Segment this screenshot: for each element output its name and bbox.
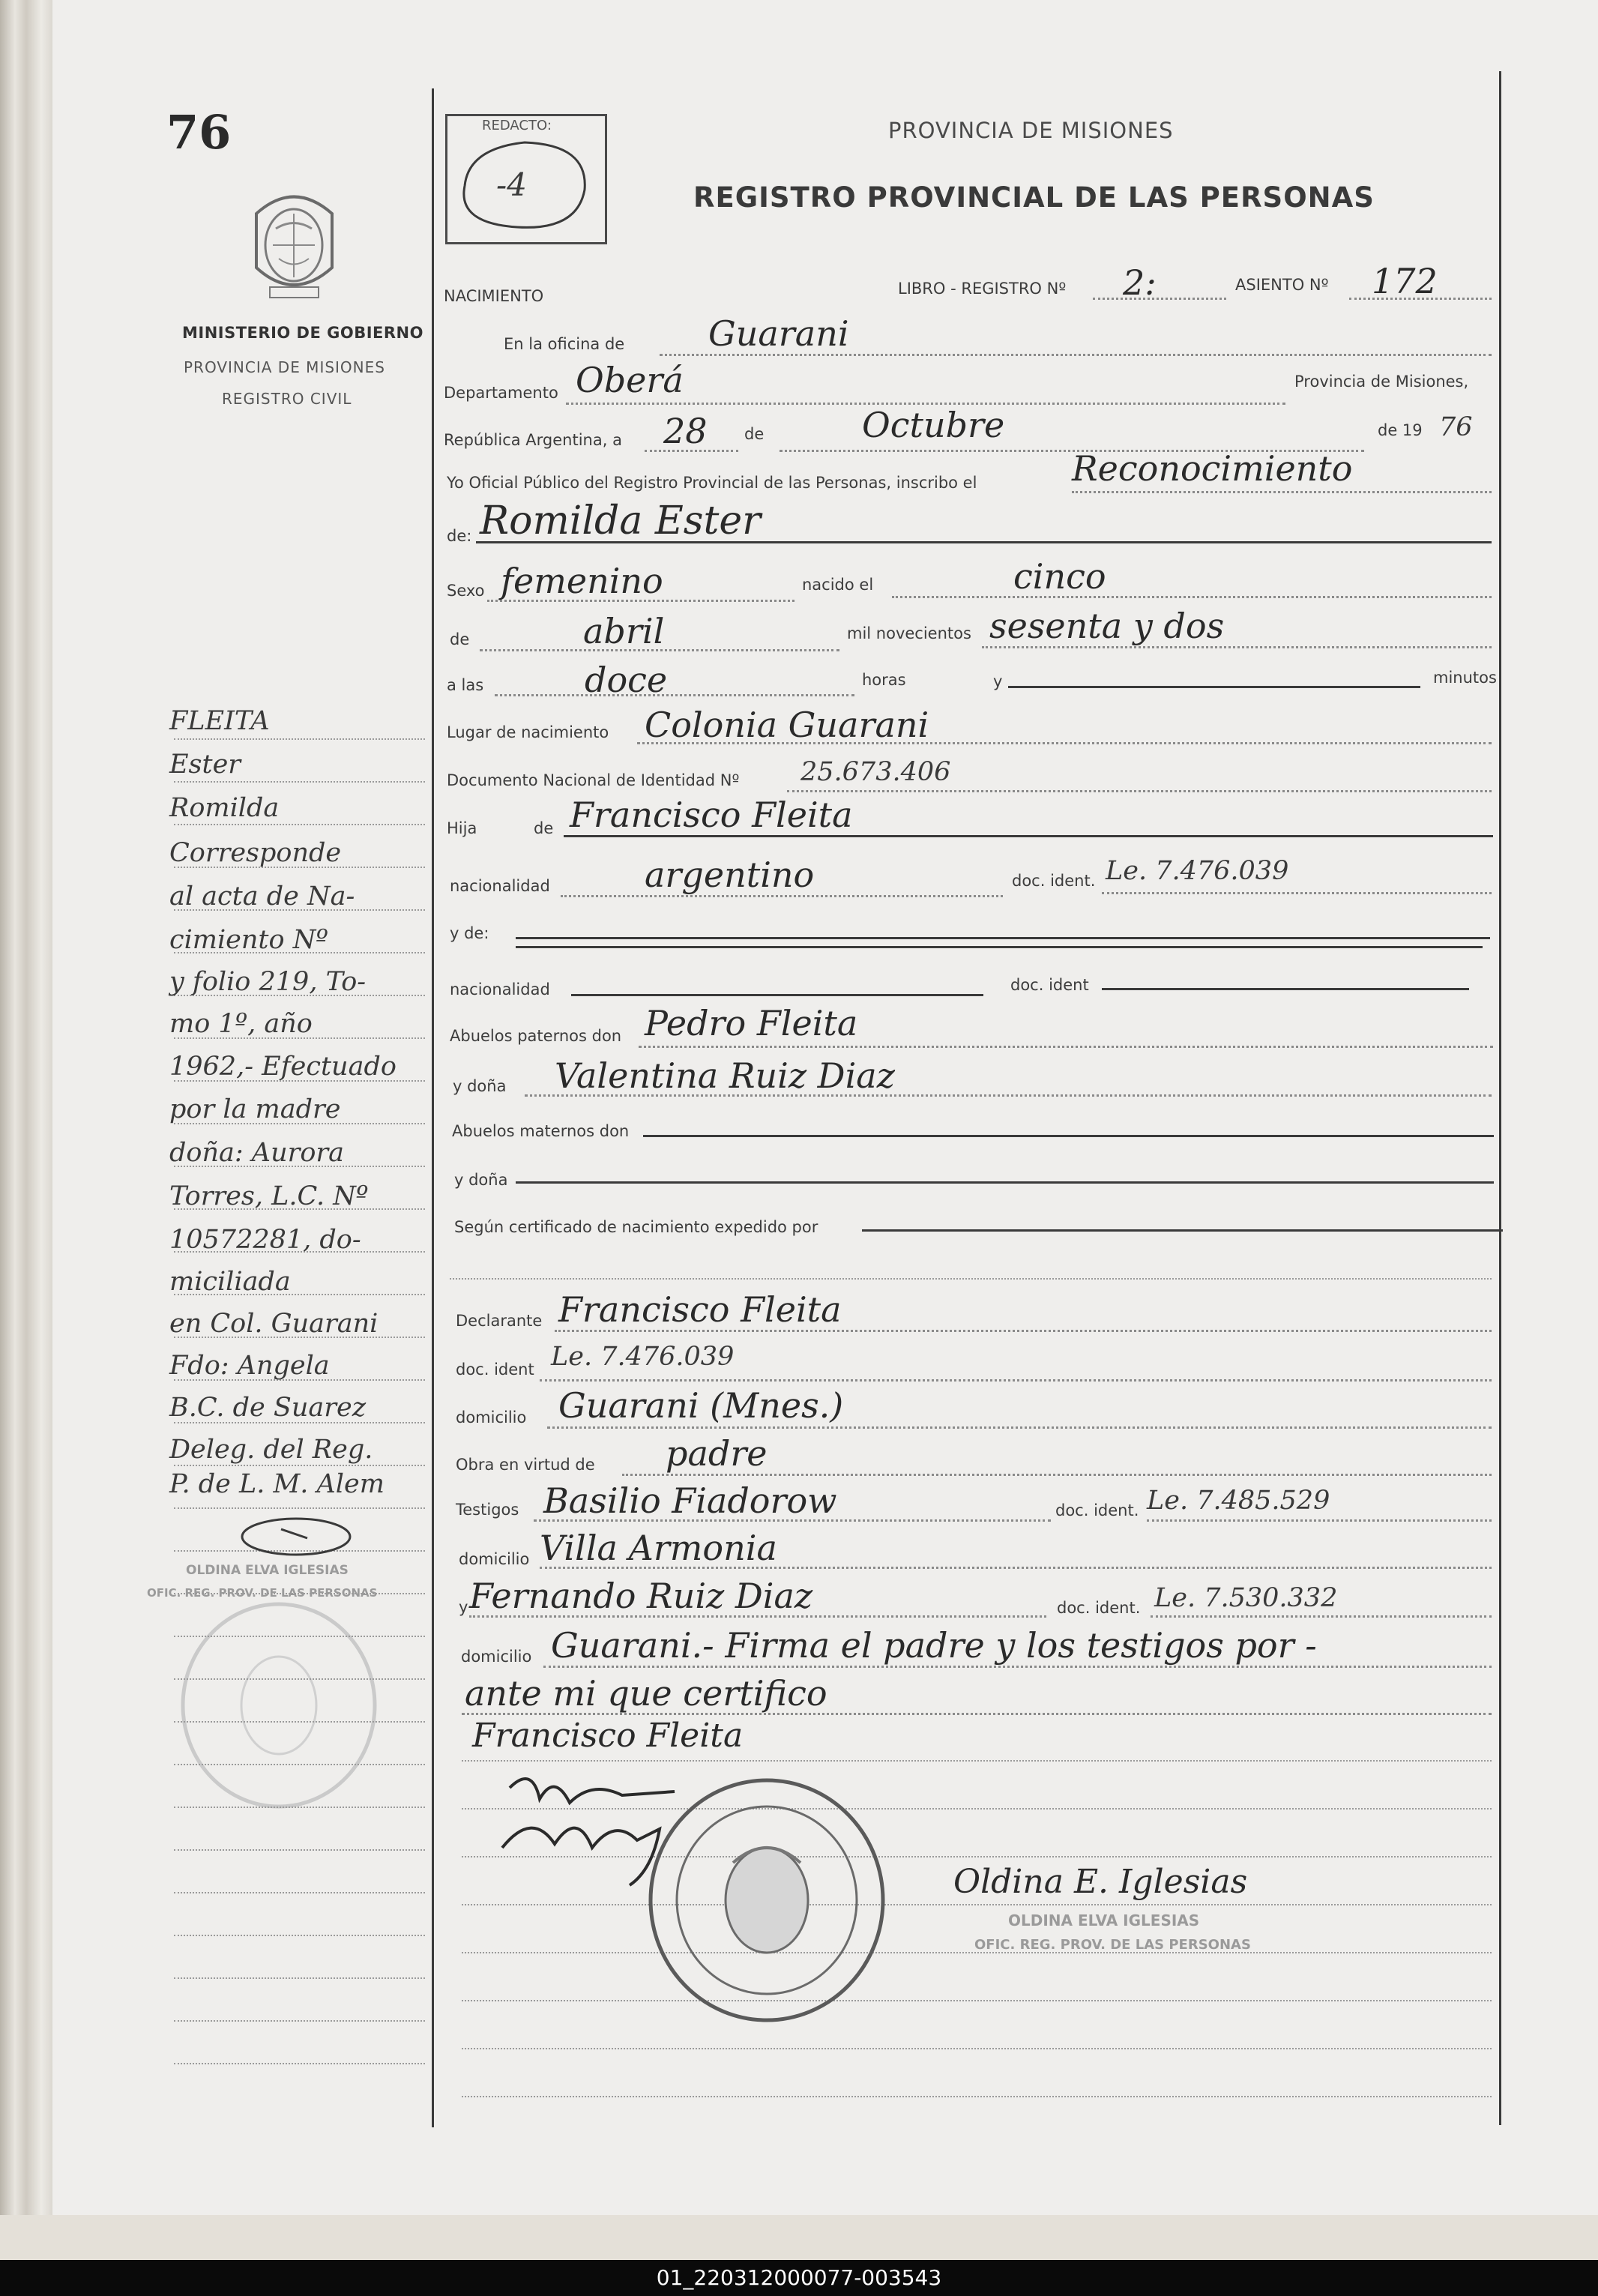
margin-ruled-line xyxy=(174,1465,425,1466)
abuela-materna-line xyxy=(516,1181,1494,1184)
witness-signatures xyxy=(487,1758,742,1893)
name-prefix: de: xyxy=(447,527,472,545)
province-header: PROVINCIA DE MISIONES xyxy=(888,118,1174,143)
margin-divider xyxy=(432,88,434,2127)
abuelo-paterno-value: Pedro Fleita xyxy=(645,1003,858,1043)
obra-dots xyxy=(622,1474,1492,1476)
margin-ruled-line xyxy=(174,781,425,783)
domicilio-label-3: domicilio xyxy=(461,1648,532,1666)
dni-label: Documento Nacional de Identidad Nº xyxy=(447,771,740,789)
abuela-paterna-value: Valentina Ruiz Diaz xyxy=(555,1055,895,1096)
declarante-doc-dots xyxy=(540,1379,1492,1381)
margin-signature xyxy=(236,1508,356,1561)
margin-note-line: FLEITA xyxy=(169,706,270,736)
birth-month-value: abril xyxy=(583,611,665,651)
declarante-label: Declarante xyxy=(456,1312,543,1330)
horas-label: horas xyxy=(862,671,906,689)
nacionalidad-label-1: nacionalidad xyxy=(450,877,550,895)
month-value: Octubre xyxy=(862,405,1005,445)
margin-note-line: Deleg. del Reg. xyxy=(169,1435,373,1465)
nacido-day-value: cinco xyxy=(1013,556,1106,597)
asiento-value: 172 xyxy=(1372,261,1438,301)
testigo-2-doc-dots xyxy=(1151,1615,1492,1618)
nacionalidad-label-2: nacionalidad xyxy=(450,980,550,998)
nacido-dots xyxy=(892,596,1492,598)
margin-stamp-name: OLDINA ELVA IGLESIAS xyxy=(186,1563,349,1578)
abuelos-paternos-label: Abuelos paternos don xyxy=(450,1027,622,1045)
dni-dots xyxy=(787,790,1492,792)
domicilio-dots-1 xyxy=(547,1426,1492,1429)
record-type: NACIMIENTO xyxy=(444,287,544,305)
hora-value: doce xyxy=(585,660,668,700)
margin-note-line: doña: Aurora xyxy=(169,1138,345,1168)
y-de-label: y de: xyxy=(450,924,489,942)
mil-novecientos-label: mil novecientos xyxy=(847,624,971,642)
declarante-value: Francisco Fleita xyxy=(558,1289,842,1330)
margin-ruled-line xyxy=(174,2020,425,2022)
declarante-doc-label: doc. ident xyxy=(456,1361,534,1378)
minutos-label: minutos xyxy=(1433,669,1497,687)
registry-title: REGISTRO PROVINCIAL DE LAS PERSONAS xyxy=(693,181,1375,214)
official-stamp-title: OFIC. REG. PROV. DE LAS PERSONAS xyxy=(974,1937,1251,1953)
domicilio-value-3: Guarani.- Firma el padre y los testigos por - xyxy=(551,1625,1317,1666)
y-dona-label-2: y doña xyxy=(454,1171,508,1189)
domicilio-value-1: Guarani (Mnes.) xyxy=(558,1385,844,1426)
year-value: 76 xyxy=(1439,412,1473,442)
birth-year-dots xyxy=(982,646,1492,648)
hora-dots xyxy=(495,694,854,696)
mother-doc-line xyxy=(1102,988,1469,990)
domicilio-label-2: domicilio xyxy=(459,1550,530,1568)
declarante-dots xyxy=(555,1330,1492,1332)
de-label-1: de xyxy=(744,425,765,443)
margin-note-line: y folio 219, To- xyxy=(169,967,367,997)
alas-label: a las xyxy=(447,676,484,694)
year-prefix: de 19 xyxy=(1378,421,1423,439)
nacido-label: nacido el xyxy=(802,576,874,594)
coat-of-arms-icon xyxy=(240,184,349,304)
margin-note-line: por la madre xyxy=(169,1094,341,1124)
doc-ident-label-1: doc. ident. xyxy=(1012,872,1096,890)
margin-note-line: Ester xyxy=(169,750,241,780)
margin-ruled-line xyxy=(174,1935,425,1936)
de-label-2: de xyxy=(450,630,470,648)
father-doc-value: Le. 7.476.039 xyxy=(1106,856,1289,886)
margin-note-line: Torres, L.C. Nº xyxy=(169,1181,369,1211)
hijo-de-label: de xyxy=(534,819,554,837)
oficina-label: En la oficina de xyxy=(504,335,625,353)
abuelos-maternos-label: Abuelos maternos don xyxy=(452,1122,630,1140)
margin-note-line: miciliada xyxy=(169,1267,291,1297)
margin-ruled-line xyxy=(174,824,425,825)
libro-label: LIBRO - REGISTRO Nº xyxy=(898,280,1067,298)
domicilio-value-2: Villa Armonia xyxy=(540,1528,777,1568)
mother-line-1 xyxy=(516,937,1490,939)
certificado-label: Según certificado de nacimiento expedido por xyxy=(454,1218,818,1236)
y-label-2: y xyxy=(459,1598,468,1616)
ruled-line xyxy=(462,2096,1492,2097)
name-value: Romilda Ester xyxy=(480,498,762,543)
testigo-1-doc-value: Le. 7.485.529 xyxy=(1147,1486,1330,1516)
testigos-label: Testigos xyxy=(456,1501,519,1519)
ministry-province: PROVINCIA DE MISIONES xyxy=(184,358,385,376)
domicilio-label-1: domicilio xyxy=(456,1408,527,1426)
margin-ruled-line xyxy=(174,1721,425,1723)
hijo-label: Hija xyxy=(447,819,477,837)
doc-ident-label-2: doc. ident xyxy=(1010,976,1089,994)
image-caption: 01_220312000077-003543 xyxy=(656,2265,942,2290)
lugar-value: Colonia Guarani xyxy=(645,705,929,745)
y-label-1: y xyxy=(993,672,1003,690)
redacto-value: -4 xyxy=(496,166,527,203)
margin-ruled-line xyxy=(174,1678,425,1680)
father-doc-dots xyxy=(1102,892,1492,894)
sexo-label: Sexo xyxy=(447,582,485,600)
margin-ruled-line xyxy=(174,1892,425,1893)
oficina-dots xyxy=(660,354,1492,356)
birth-year-value: sesenta y dos xyxy=(989,606,1225,646)
margin-note-line: Fdo: Angela xyxy=(169,1351,330,1381)
margin-note-line: cimiento Nº xyxy=(169,925,328,955)
ruled-line xyxy=(462,2000,1492,2001)
libro-value: 2: xyxy=(1123,262,1157,303)
margin-ruled-line xyxy=(174,1764,425,1765)
margin-note-line: en Col. Guarani xyxy=(169,1309,379,1339)
right-border xyxy=(1499,71,1501,2125)
mother-nacionalidad-line xyxy=(571,994,983,996)
redacto-label: REDACTO: xyxy=(482,118,552,133)
margin-note-line: mo 1º, año xyxy=(169,1009,313,1039)
father-nacionalidad-value: argentino xyxy=(645,855,815,895)
closing-line: ante mi que certifico xyxy=(465,1673,827,1714)
lugar-label: Lugar de nacimiento xyxy=(447,723,609,741)
ruled-line xyxy=(462,2048,1492,2049)
departamento-label: Departamento xyxy=(444,384,558,402)
abuelo-materno-line xyxy=(643,1135,1494,1137)
margin-ruled-line xyxy=(174,2063,425,2064)
obra-value: padre xyxy=(666,1433,768,1474)
faded-seal-icon xyxy=(176,1597,382,1814)
margin-ruled-line xyxy=(174,1807,425,1808)
margin-note-line: 1962,- Efectuado xyxy=(169,1052,397,1082)
margin-note-line: al acta de Na- xyxy=(169,882,355,912)
departamento-value: Oberá xyxy=(576,360,684,400)
mother-line-2 xyxy=(516,946,1483,948)
y-dona-label-1: y doña xyxy=(453,1077,507,1095)
domicilio-dots-3 xyxy=(543,1666,1492,1668)
minutos-line xyxy=(1008,686,1420,688)
father-line xyxy=(564,835,1493,837)
official-stamp-name: OLDINA ELVA IGLESIAS xyxy=(1008,1911,1200,1929)
dni-value: 25.673.406 xyxy=(800,757,951,787)
margin-note-line: P. de L. M. Alem xyxy=(169,1469,385,1499)
ruled-line xyxy=(450,1278,1492,1280)
testigo-2-doc-value: Le. 7.530.332 xyxy=(1154,1583,1338,1613)
oficial-label: Yo Oficial Público del Registro Provincial de las Personas, inscribo el xyxy=(447,474,977,492)
abuelo-paterno-dots xyxy=(639,1046,1493,1048)
margin-note-line: 10572281, do- xyxy=(169,1225,361,1255)
sexo-value: femenino xyxy=(501,561,663,601)
oficial-value: Reconocimiento xyxy=(1072,448,1353,489)
declarante-doc-value: Le. 7.476.039 xyxy=(551,1342,735,1372)
margin-ruled-line xyxy=(174,1636,425,1637)
provincia-suffix: Provincia de Misiones, xyxy=(1294,373,1469,391)
margin-stamp-title: OFIC. REG. PROV. DE LAS PERSONAS xyxy=(147,1586,378,1600)
margin-note-line: Corresponde xyxy=(169,838,342,868)
oficial-dots xyxy=(1072,491,1492,493)
official-signature: Oldina E. Iglesias xyxy=(953,1863,1248,1901)
obra-label: Obra en virtud de xyxy=(456,1456,595,1474)
day-value: 28 xyxy=(663,411,708,451)
father-value: Francisco Fleita xyxy=(570,795,853,835)
republica-label: República Argentina, a xyxy=(444,431,622,449)
margin-ruled-line xyxy=(174,1849,425,1851)
certificado-line xyxy=(862,1229,1503,1232)
asiento-label: ASIENTO Nº xyxy=(1235,276,1329,294)
margin-ruled-line xyxy=(174,1977,425,1979)
doc-ident-label-4: doc. ident. xyxy=(1057,1599,1141,1617)
testigo-2-value: Fernando Ruiz Diaz xyxy=(469,1576,813,1616)
doc-ident-label-3: doc. ident. xyxy=(1055,1501,1139,1519)
margin-note-line: B.C. de Suarez xyxy=(169,1393,367,1423)
page-number: 76 xyxy=(166,105,232,160)
margin-ruled-line xyxy=(174,738,425,740)
testigo-1-doc-dots xyxy=(1147,1519,1492,1522)
ruled-line xyxy=(462,1904,1492,1905)
ministry-registry: REGISTRO CIVIL xyxy=(222,390,352,408)
oficina-value: Guarani xyxy=(708,313,849,354)
testigo-1-value: Basilio Fiadorow xyxy=(543,1480,837,1521)
father-signature: Francisco Fleita xyxy=(472,1717,744,1755)
bottom-strip xyxy=(0,2215,1598,2260)
libro-dots xyxy=(1093,298,1226,300)
ministry-title: MINISTERIO DE GOBIERNO xyxy=(182,324,423,342)
margin-note-line: Romilda xyxy=(169,793,280,823)
father-nacionalidad-dots xyxy=(561,895,1003,897)
